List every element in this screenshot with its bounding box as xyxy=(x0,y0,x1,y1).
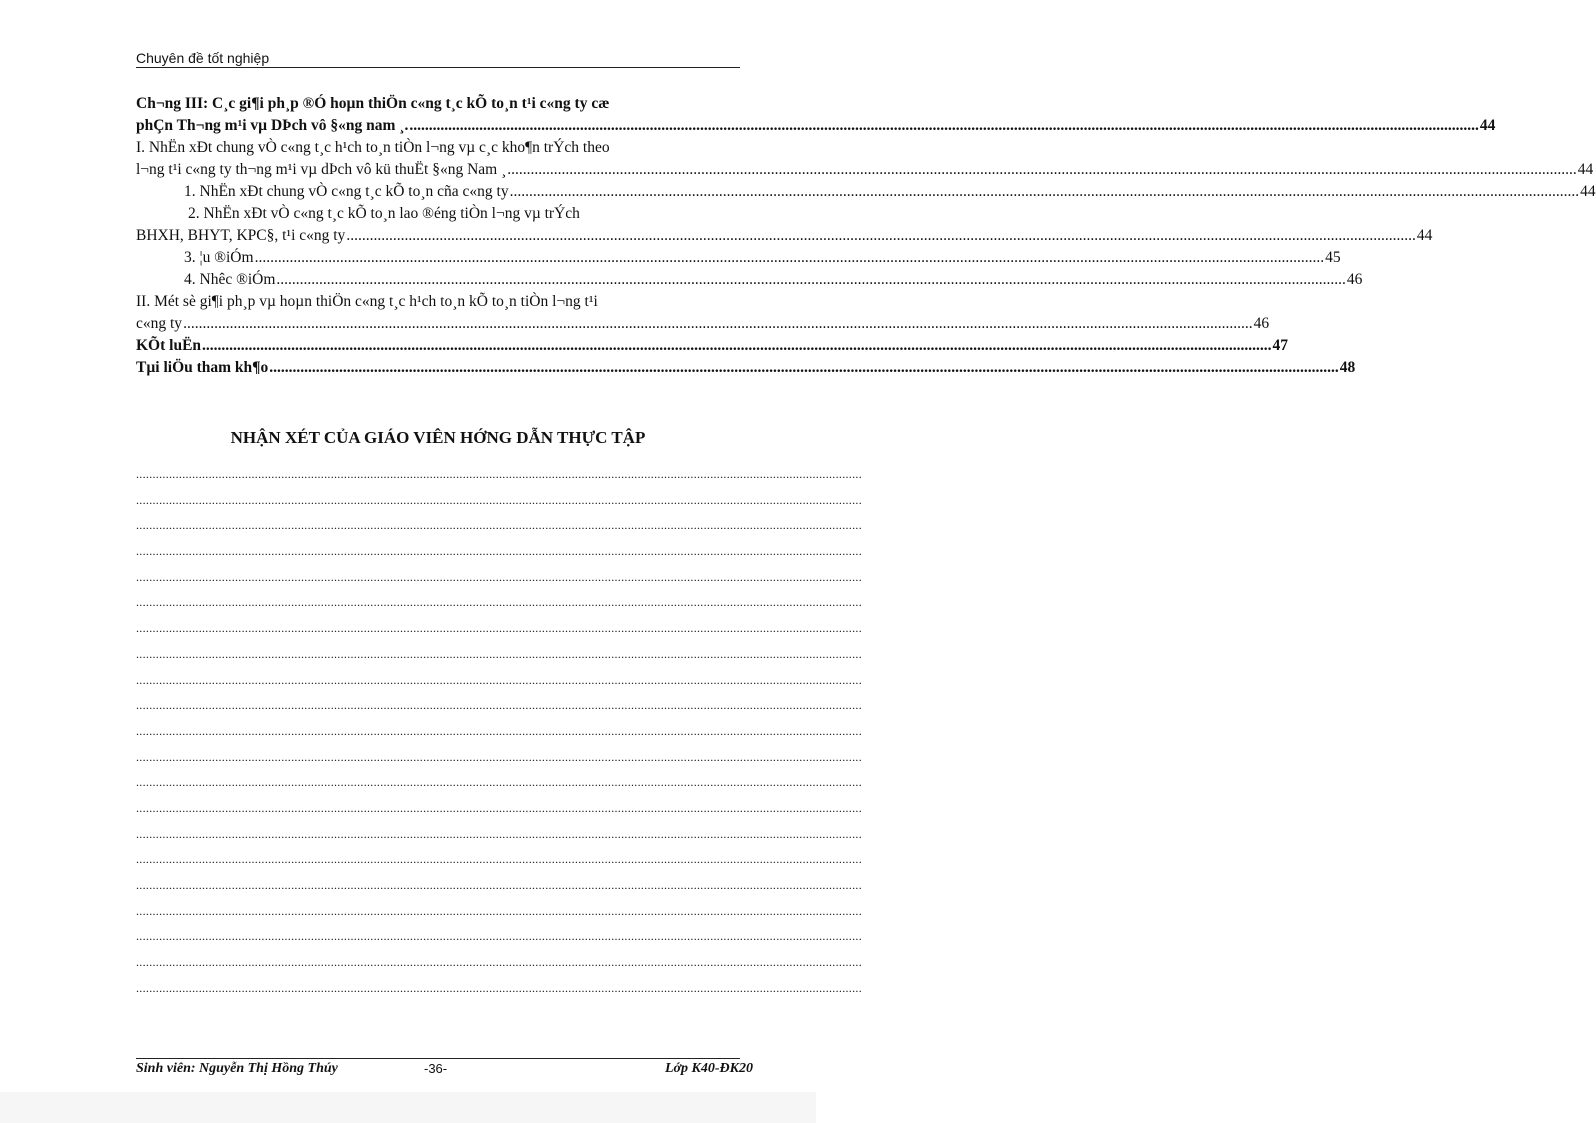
toc-page-number: 48 xyxy=(1339,359,1356,376)
toc-line: I. NhËn xÐt chung vÒ c«ng t¸c h¹ch to¸n tiÒn l¬ng vµ c¸c kho¶n trÝch theo xyxy=(136,139,610,156)
toc-line xyxy=(136,313,1270,335)
toc-line xyxy=(136,357,1356,379)
toc-line xyxy=(136,225,1433,247)
comment-line[interactable]: ............................................................................................................................................................................................................................ xyxy=(136,826,862,841)
toc-line xyxy=(184,269,1363,291)
dot-leader xyxy=(276,269,1346,291)
toc-label: BHXH, BHYT, KPC§, t¹i c«ng ty xyxy=(136,227,346,244)
comment-line[interactable]: ............................................................................................................................................................................................................................ xyxy=(136,698,862,713)
section-title: NHẬN XÉT CỦA GIÁO VIÊN HỚNG DẪN THỰC TẬP xyxy=(230,428,646,447)
comment-line[interactable]: ............................................................................................................................................................................................................................ xyxy=(136,852,862,867)
dot-leader xyxy=(269,357,1339,379)
toc-page-number: 46 xyxy=(1346,271,1363,288)
toc-page-number: 47 xyxy=(1272,337,1289,354)
comment-line[interactable]: ............................................................................................................................................................................................................................ xyxy=(136,646,862,661)
footer-student: Sinh viên: Nguyễn Thị Hồng Thúy xyxy=(136,1061,338,1076)
toc-line xyxy=(136,159,1594,181)
toc-line: II. Mét sè gi¶i ph¸p vµ hoµn thiÖn c«ng t¸c h¹ch to¸n kÕ to¸n tiÒn l¬ng t¹i xyxy=(136,293,598,310)
toc-page-number: 46 xyxy=(1253,315,1270,332)
toc-line xyxy=(184,247,1341,269)
comment-line[interactable]: ............................................................................................................................................................................................................................ xyxy=(136,955,862,970)
dot-leader xyxy=(202,335,1272,357)
toc-page-number: 44 xyxy=(1416,227,1433,244)
comment-line[interactable]: ............................................................................................................................................................................................................................ xyxy=(136,749,862,764)
toc-line xyxy=(184,181,1596,203)
toc-page-number: 45 xyxy=(1325,249,1341,266)
toc-entry-section-1-2[interactable] xyxy=(136,203,1433,247)
dot-leader xyxy=(183,313,1253,335)
toc-label: Tµi liÖu tham kh¶o xyxy=(136,359,269,376)
comment-line[interactable]: ............................................................................................................................................................................................................................ xyxy=(136,672,862,687)
toc-label: 4. Nhêc ®iÓm xyxy=(184,271,276,288)
footer-class: Lớp K40-ĐK20 xyxy=(664,1061,753,1076)
header-title: Chuyên đề tốt nghiệp xyxy=(136,50,270,66)
toc-entry-chapter-3[interactable] xyxy=(136,93,1496,137)
comment-line[interactable]: ............................................................................................................................................................................................................................ xyxy=(136,467,862,481)
comment-line[interactable]: ............................................................................................................................................................................................................................ xyxy=(136,980,862,995)
dot-leader xyxy=(507,159,1577,181)
comment-line[interactable]: ............................................................................................................................................................................................................................ xyxy=(136,569,862,584)
toc-label: c«ng ty xyxy=(136,315,183,332)
toc-page-number: 44 xyxy=(1577,161,1594,178)
toc-label: phÇn Th¬ng m¹i vµ DÞch vô §«ng nam ¸. xyxy=(136,117,409,134)
toc-entry-section-1-4[interactable] xyxy=(136,269,1363,291)
toc-entry-section-1[interactable] xyxy=(136,137,1594,181)
dot-leader xyxy=(409,115,1479,137)
comment-line[interactable]: ............................................................................................................................................................................................................................ xyxy=(136,723,862,738)
comment-line[interactable]: ............................................................................................................................................................................................................................ xyxy=(136,544,862,559)
toc-entry-references[interactable] xyxy=(136,357,1356,379)
comment-lines[interactable] xyxy=(136,462,862,1001)
page-bottom-band xyxy=(0,1092,816,1123)
toc-label: 3. ¦u ®iÓm xyxy=(184,249,254,266)
toc-label: KÕt luËn xyxy=(136,337,202,354)
comment-line[interactable]: ............................................................................................................................................................................................................................ xyxy=(136,518,862,533)
toc-label: 1. NhËn xÐt chung vÒ c«ng t¸c kÕ to¸n cña c«ng ty xyxy=(184,183,509,200)
toc-line: 2. NhËn xÐt vÒ c«ng t¸c kÕ to¸n lao ®éng tiÒn l¬ng vµ trÝch xyxy=(188,205,580,222)
toc-entry-section-1-1[interactable] xyxy=(136,181,1596,203)
dot-leader xyxy=(510,181,1580,203)
dot-leader xyxy=(255,247,1325,269)
comment-line[interactable]: ............................................................................................................................................................................................................................ xyxy=(136,775,862,790)
comment-line[interactable]: ............................................................................................................................................................................................................................ xyxy=(136,492,862,507)
comment-line[interactable]: ............................................................................................................................................................................................................................ xyxy=(136,878,862,892)
dot-leader xyxy=(346,225,1416,247)
toc-entry-section-1-3[interactable] xyxy=(136,247,1341,269)
comment-line[interactable]: ............................................................................................................................................................................................................................ xyxy=(136,621,862,636)
toc-entry-conclusion[interactable] xyxy=(136,335,1289,357)
toc-line: Ch¬ng III: C¸c gi¶i ph¸p ®Ó hoµn thiÖn c«ng t¸c kÕ to¸n t¹i c«ng ty cæ xyxy=(136,95,610,112)
comment-line[interactable]: ............................................................................................................................................................................................................................ xyxy=(136,903,862,918)
toc-label: l¬ng t¹i c«ng ty th¬ng m¹i vµ dÞch vô kü thuËt §«ng Nam ¸ xyxy=(136,161,507,178)
toc-page-number: 44 xyxy=(1580,183,1596,200)
table-of-contents xyxy=(136,93,1596,379)
document-footer xyxy=(136,1061,753,1077)
comment-line[interactable]: ............................................................................................................................................................................................................................ xyxy=(136,929,862,944)
toc-page-number: 44 xyxy=(1479,117,1496,134)
comment-line[interactable]: ............................................................................................................................................................................................................................ xyxy=(136,595,862,610)
footer-page-number: -36- xyxy=(424,1061,448,1076)
toc-line xyxy=(136,335,1289,357)
comment-line[interactable]: ............................................................................................................................................................................................................................ xyxy=(136,800,862,815)
toc-line xyxy=(136,115,1496,137)
footer-divider xyxy=(136,1058,740,1059)
toc-entry-section-2[interactable] xyxy=(136,291,1270,335)
document-header xyxy=(136,50,740,68)
